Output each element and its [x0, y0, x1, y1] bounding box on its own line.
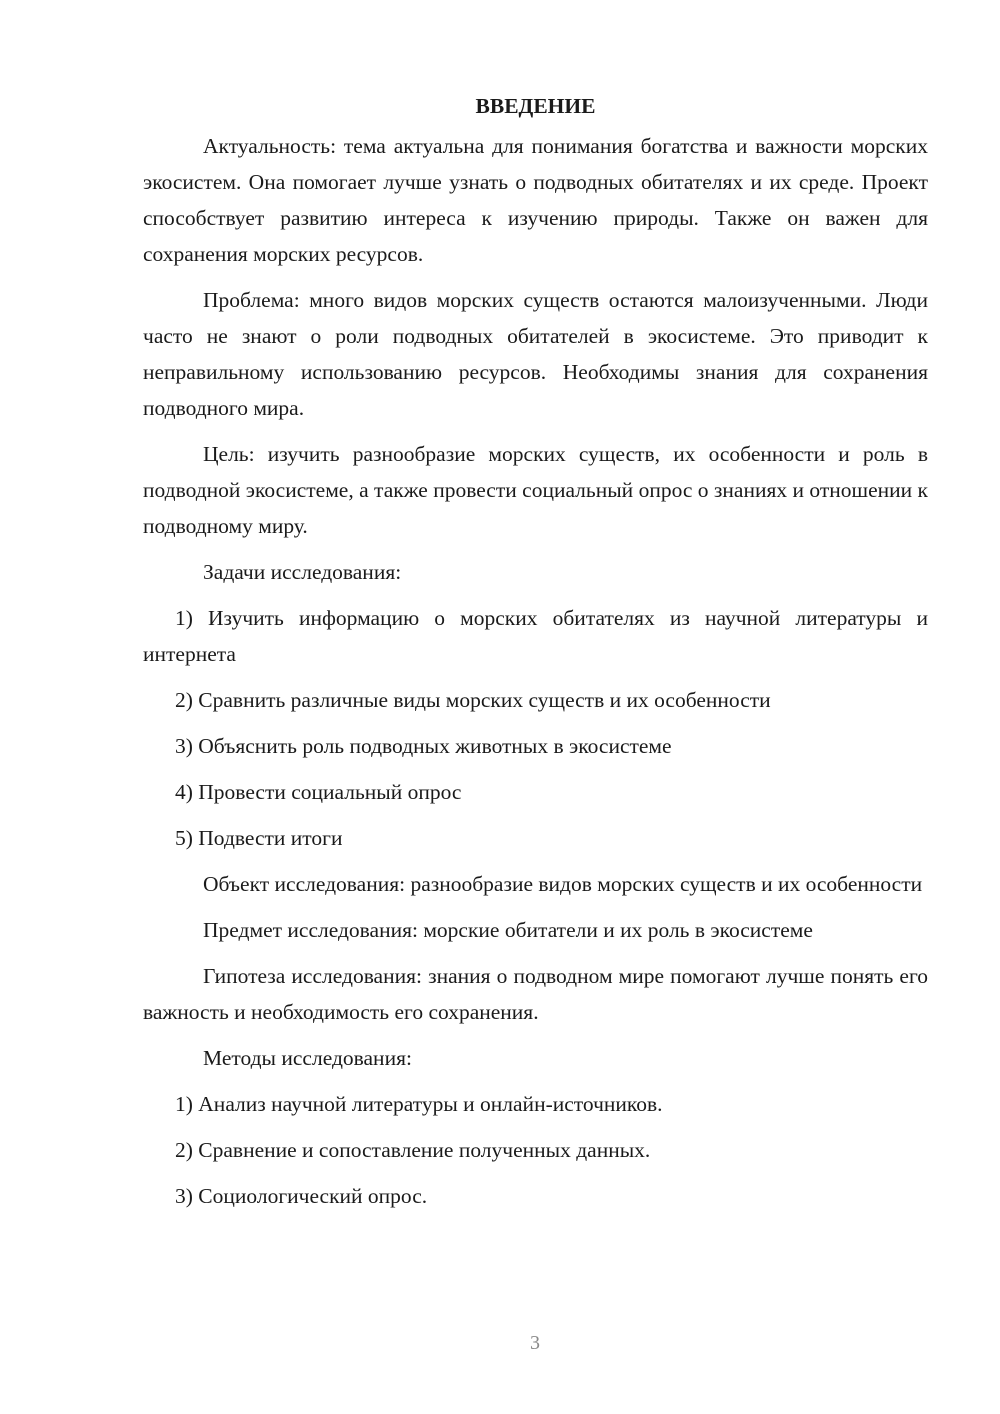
relevance-paragraph: Актуальность: тема актуальна для понимания богатства и важности морских экосистем. Она помогает лучше узнать о подводных обитателях и их среде. Проект способствует развитию интереса к изучению природы. Также он важен для сохранения морских ресурсов. [143, 134, 928, 266]
task-item-5: 5) Подвести итоги [175, 826, 343, 850]
page-title: ВВЕДЕНИЕ [475, 94, 596, 118]
hypothesis-paragraph: Гипотеза исследования: знания о подводном мире помогают лучше понять его важность и необходимость его сохранения. [143, 964, 928, 1024]
goal-paragraph: Цель: изучить разнообразие морских существ, их особенности и роль в подводной экосистеме, а также провести социальный опрос о знаниях и отношении к подводному миру. [143, 442, 928, 538]
method-item-1: 1) Анализ научной литературы и онлайн-источников. [175, 1092, 663, 1116]
method-item-2: 2) Сравнение и сопоставление полученных данных. [175, 1138, 651, 1162]
subject-paragraph: Предмет исследования: морские обитатели и их роль в экосистеме [203, 918, 813, 942]
task-item-4: 4) Провести социальный опрос [175, 780, 462, 804]
methods-heading: Методы исследования: [203, 1046, 412, 1070]
document-page [143, 88, 928, 1214]
problem-paragraph: Проблема: много видов морских существ остаются малоизученными. Люди часто не знают о роли подводных обитателей в экосистеме. Это приводит к неправильному использованию ресурсов. Необходимы знания для сохранения подводного мира. [143, 288, 928, 420]
method-item-3: 3) Социологический опрос. [175, 1184, 428, 1208]
page-number: 3 [530, 1332, 540, 1354]
object-paragraph: Объект исследования: разнообразие видов морских существ и их особенности [203, 872, 923, 896]
tasks-heading: Задачи исследования: [203, 560, 402, 584]
task-item-2: 2) Сравнить различные виды морских существ и их особенности [175, 688, 771, 712]
task-item-1: 1) Изучить информацию о морских обитателях из научной литературы и интернета [143, 606, 928, 666]
task-item-3: 3) Объяснить роль подводных животных в экосистеме [175, 734, 672, 758]
